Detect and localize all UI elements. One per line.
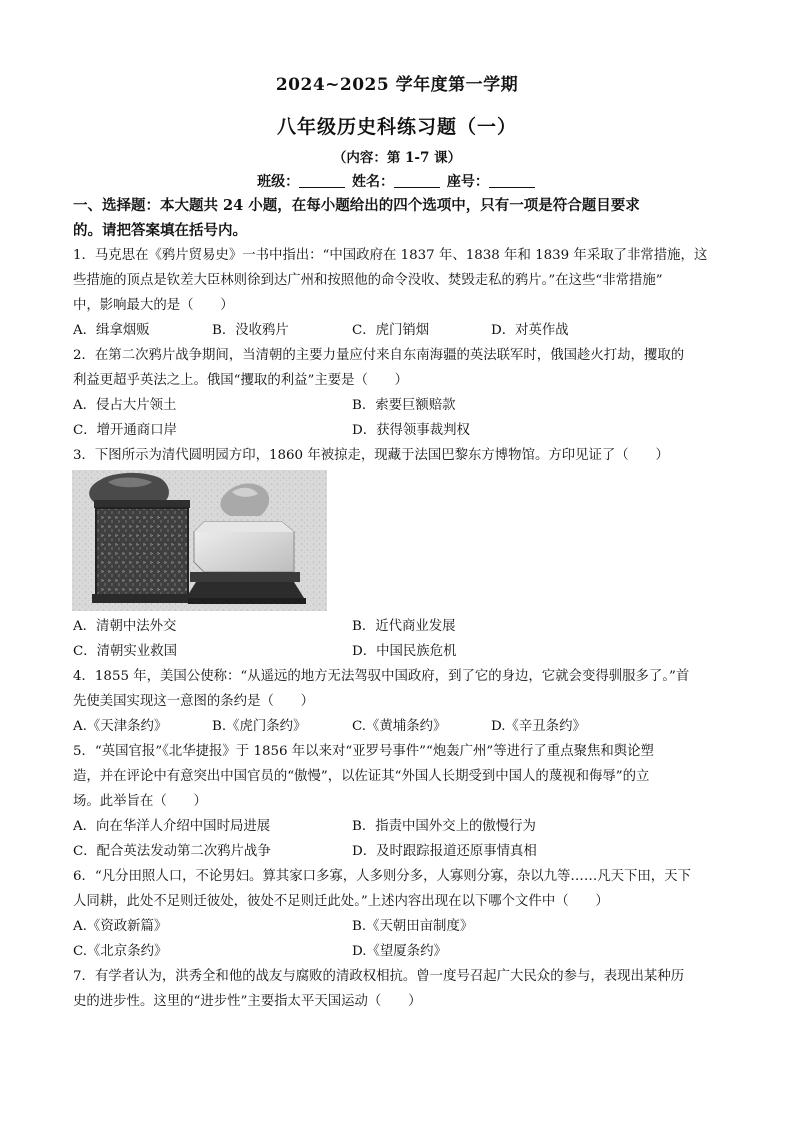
name-label: 姓名： bbox=[352, 174, 394, 190]
option-d: D．获得领事裁判权 bbox=[352, 423, 470, 438]
question-5-line: 场。此举旨在（ ） bbox=[73, 794, 207, 809]
seal-photo-graphic bbox=[72, 470, 327, 611]
option-d: D．及时跟踪报道还原事情真相 bbox=[352, 844, 537, 859]
option-a: A.《天津条约》 bbox=[73, 719, 168, 734]
option-b: B．索要巨额赔款 bbox=[352, 398, 456, 413]
option-b: B．近代商业发展 bbox=[352, 619, 456, 634]
option-d: D.《望厦条约》 bbox=[352, 944, 447, 959]
option-c: C．虎门销烟 bbox=[352, 323, 430, 338]
question-6-line: 6．“凡分田照人口，不论男妇。算其家口多寡，人多则分多，人寡则分寡，杂以九等……凡天下田，天下 bbox=[73, 869, 691, 884]
section-heading-line: 的。请把答案填在括号内。 bbox=[73, 222, 247, 239]
option-c: C.《北京条约》 bbox=[73, 944, 168, 959]
seal-photo bbox=[72, 470, 327, 611]
option-b: B．指责中国外交上的傲慢行为 bbox=[352, 819, 536, 834]
exam-title: 八年级历史科练习题（一） bbox=[276, 116, 517, 138]
option-b: B.《虎门条约》 bbox=[212, 719, 307, 734]
option-c: C．配合英法发动第二次鸦片战争 bbox=[73, 844, 271, 859]
option-b: B.《天朝田亩制度》 bbox=[352, 919, 474, 934]
seat-blank bbox=[489, 174, 535, 188]
question-2-line: 利益更超乎英法之上。俄国“攫取的利益”主要是（ ） bbox=[73, 373, 409, 388]
option-d: D．中国民族危机 bbox=[352, 644, 457, 659]
option-d: D.《辛丑条约》 bbox=[491, 719, 586, 734]
question-6-line: 人同耕，此处不足则迁彼处，彼处不足则迁此处。”上述内容出现在以下哪个文件中（ ） bbox=[73, 894, 609, 909]
question-7-line: 7．有学者认为，洪秀全和他的战友与腐败的清政权相抗。曾一度号召起广大民众的参与，表现出某种历 bbox=[73, 969, 685, 984]
class-label: 班级： bbox=[257, 174, 300, 190]
class-blank bbox=[299, 174, 345, 188]
option-c: C．增开通商口岸 bbox=[73, 423, 177, 438]
option-c: C．清朝实业救国 bbox=[73, 644, 177, 659]
name-blank bbox=[394, 174, 440, 188]
option-b: B．没收鸦片 bbox=[212, 323, 289, 338]
option-a: A．侵占大片领土 bbox=[73, 398, 177, 413]
option-a: A．缉拿烟贩 bbox=[73, 323, 150, 338]
question-5-line: 5．“英国官报”《北华捷报》于 1856 年以来对“亚罗号事件”“炮轰广州”等进行了重点聚焦和舆论塑 bbox=[73, 744, 654, 759]
question-4-line: 先使美国实现这一意图的条约是（ ） bbox=[73, 694, 315, 709]
option-a: A.《资政新篇》 bbox=[73, 919, 168, 934]
option-a: A．向在华洋人介绍中国时局进展 bbox=[73, 819, 271, 834]
question-1-line: 1．马克思在《鸦片贸易史》一书中指出：“中国政府在 1837 年、1838 年和 1839 年采取了非常措施，这 bbox=[73, 248, 708, 263]
question-7-line: 史的进步性。这里的“进步性”主要指太平天国运动（ ） bbox=[73, 994, 422, 1009]
option-c: C.《黄埔条约》 bbox=[352, 719, 447, 734]
question-5-line: 造，并在评论中有意突出中国官员的“傲慢”，以佐证其“外国人长期受到中国人的蔑视和侮辱”的立 bbox=[73, 769, 650, 784]
section-heading bbox=[73, 193, 723, 243]
option-a: A．清朝中法外交 bbox=[73, 619, 177, 634]
school-year-title: 2024~2025 学年度第一学期 bbox=[275, 75, 519, 95]
question-1-line: 些措施的顶点是钦差大臣林则徐到达广州和按照他的命令没收、焚毁走私的鸦片。”在这些“非常措施” bbox=[73, 273, 663, 288]
question-2-line: 2．在第二次鸦片战争期间，当清朝的主要力量应付来自东南海疆的英法联军时，俄国趁火打劫，攫取的 bbox=[73, 348, 685, 363]
section-heading-line: 一、选择题：本大题共 24 小题，在每小题给出的四个选项中，只有一项是符合题目要求 bbox=[73, 197, 640, 214]
question-4-line: 4．1855 年，美国公使称：“从遥远的地方无法驾驭中国政府，到了它的身边，它就会变得驯服多了。”首 bbox=[73, 669, 690, 684]
question-3-line: 3．下图所示为清代圆明园方印，1860 年被掠走，现藏于法国巴黎东方博物馆。方印见证了（ ） bbox=[73, 448, 669, 463]
student-info-line bbox=[0, 171, 794, 191]
seat-label: 座号： bbox=[446, 174, 489, 190]
exam-scope: （内容：第 1-7 课） bbox=[332, 150, 462, 166]
option-d: D．对英作战 bbox=[491, 323, 569, 338]
question-1-line: 中，影响最大的是（ ） bbox=[73, 298, 234, 313]
